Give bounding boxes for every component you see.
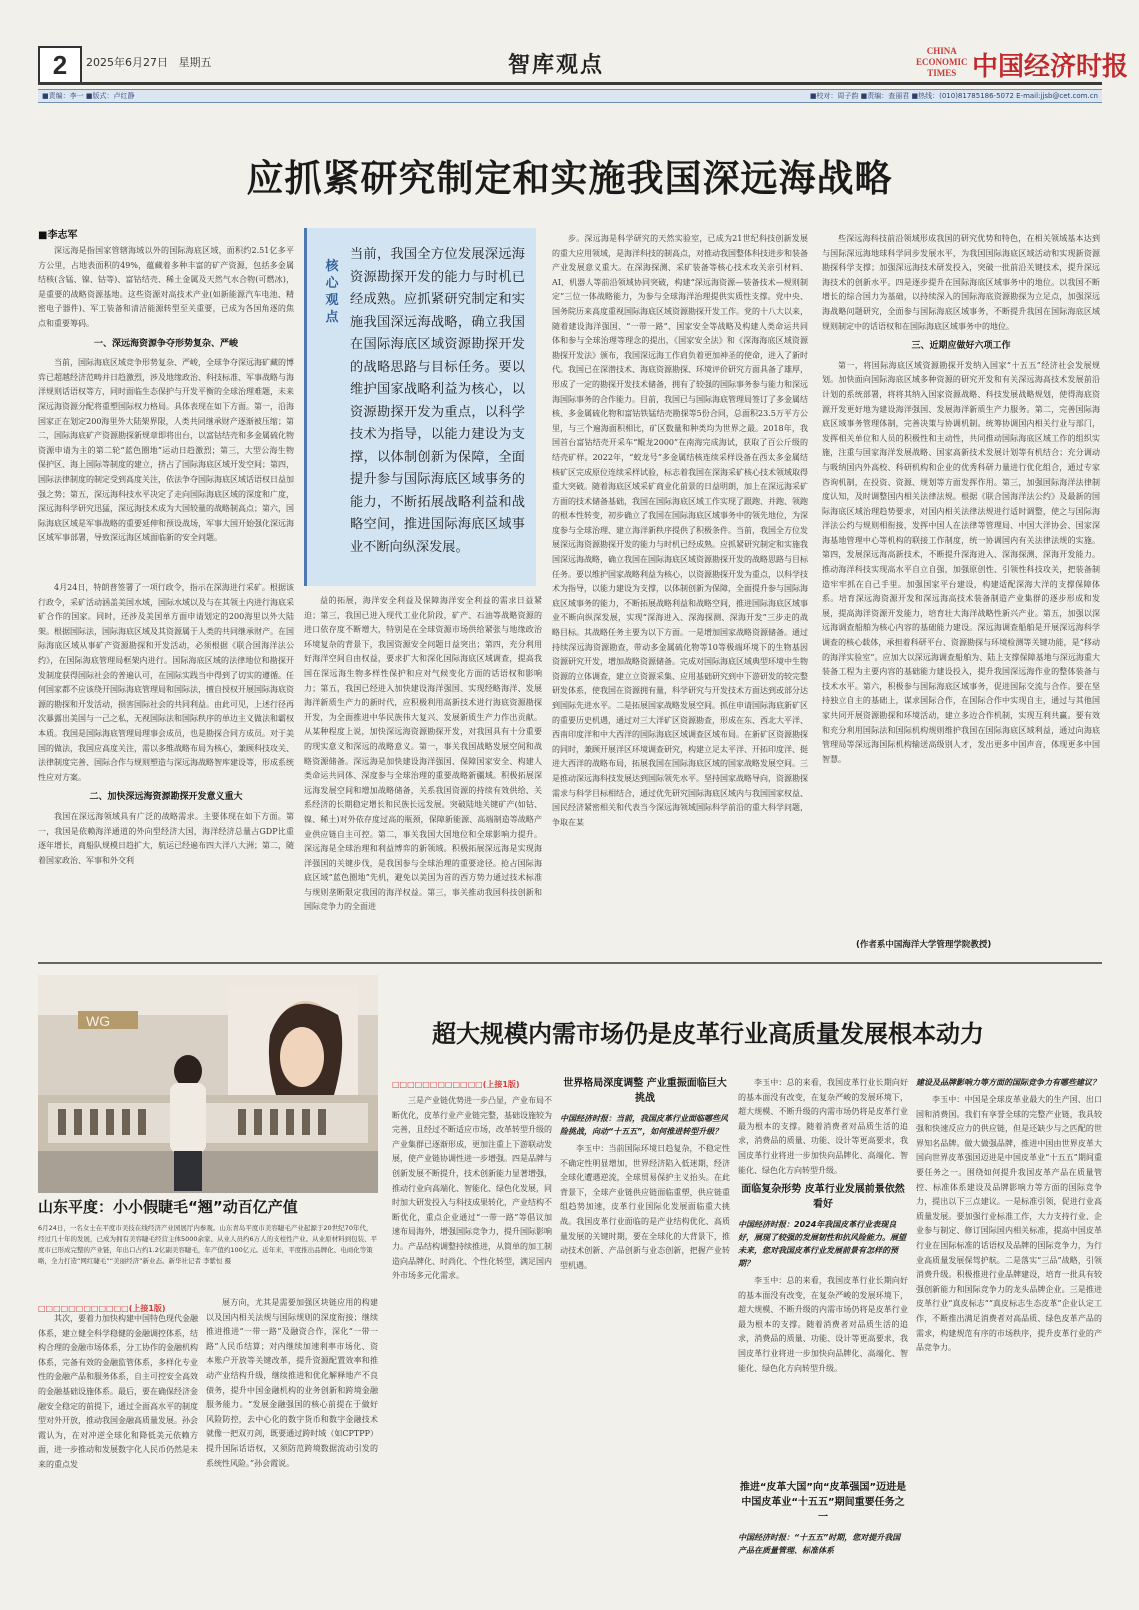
article1-col1 bbox=[38, 244, 294, 580]
article2-headline: 超大规模内需市场仍是皮革行业高质量发展根本动力 bbox=[432, 1019, 984, 1048]
paragraph: 4月24日，特朗普签署了一项行政令，指示在深海进行采矿。根据该行政令，采矿活动涵盖美国水域，国际水域以及与在其领土内进行海底采矿合作的国家。同时，还涉及美国单方面申请划定的200海里以外大陆架。根据国际法，国际海底区域及其资源属于人类的共同继承财产。在国际海底区域从事矿产资源勘探和开发活动，必须根据《联合国海洋法公约》，在国际海底管理局框架内进行。国际海底区域的法律地位和勘探开发制度获得国际社会的普遍认可，在国际实践当中得到了切实的遵循。任何国家都不应该绕开国际海底管理局和国际法，擅自授权开展国际海底资源的勘探和开发活动，损害国际社会的共同利益。由此可见，上述行径再次暴露出美国与一己之私，无视国际法和国际秩序的单边主义做法和霸权本质。我国是国际海底管理局理事会成员，也是勘探合同方成员。对于美国的做法，我国应高度关注，需以多维战略布局为核心，兼顾科技攻关、法律制度完善、国际合作与规则塑造与深远海战略智库建设等，形成系统性应对方案。 bbox=[38, 583, 294, 782]
news-photo bbox=[38, 975, 378, 1193]
date-text: 2025年6月27日 bbox=[86, 56, 168, 69]
section-title: 智库观点 bbox=[508, 53, 605, 78]
paragraph: 当前，国际海底区域竞争形势复杂、严峻，全球争夺深远海矿藏的博弈已超越经济范畴并日趋激烈，涉及地缘政治、科技标准、军事战略与海洋规则话语权等方，同时面临生态保护与开发平衡的全球治理难题，未来深远海资源分配将重塑国际权力格局。具体表现在如下方面。第一，沿海国家正在划定200海里外大陆架界限，人类共同继承财产逐渐被压缩；第二，国际海底矿产资源勘探新规章即将出台，以富钴结壳和多金属硫化物资源申请为主的第二轮“蓝色圈地”运动日趋激烈；第三，大型公海生物保护区、海上国际等制度的建立，挤占了国际海底区域开发空间；第四，国际法律制度的制定受到高度关注，依法争夺国际海底区域话语权日益加强之势；第五，深远海科技水平决定了走向国际海底区域的深度和广度，深远海科学研究迅猛，深远海技术成为大国较量的战略制高点；第六，国际海底区域是军事战略的重要延伸和预设战场，军事大国开始强化深远海区域军事部署，导致深远海区域面临新的安全问题。 bbox=[38, 358, 294, 543]
lower-left-col1 bbox=[38, 1312, 198, 1602]
paragraph: 展方向，尤其是需要加强区块链应用的构建以及国内相关法规与国际规则的深度衔接；继续推进推进“一带一路”及融资合作，深化“一带一路”人民币结算；对内继续加速利率市场化、资本账户开放等关键改革，提升资源配置效率和推动产业结构升级，继续推进和优化解释地产不良债务，提升中国金融机构的业务创新和跨境金融服务能力。“发展金融强国的核心前提在于做好风险防控，去中心化的数字货币和数字金融技术就像一把双刃剑，既要通过跨时域（如CPTPP）提升国际话语权，又须防范跨境数据流动引发的系统性风险。”孙会霞说。 bbox=[206, 1298, 378, 1468]
paragraph: 三是产业链优势进一步凸显，产业布局不断优化，皮革行业产业链完整，基础设施较为完善，且经过不断适应市场，改革转型升级的产业集群已逐渐形成，更加注重上下游联动发展，使产业链协调性进一步增强。四是品牌与创新发展不断提升，技术创新能力显著增强，推动行业向高端化、智能化、绿色化发展，同时加大研发投入与科技成果转化，产业结构不断优化，重点企业通过“一带一路”等倡议加速布局海外，增强国际竞争力，提升国际影响力。产品结构调整持续推进，从简单的加工制造向品牌化、时尚化、个性化转型，满足国内外市场多元化需求。 bbox=[392, 1096, 552, 1281]
article2-colC bbox=[738, 1076, 908, 1557]
interview-question: 建设及品牌影响力等方面的国际竞争力有哪些建议？ bbox=[916, 1078, 1100, 1087]
paragraph: 李玉中：总的来看，我国皮革行业长期向好的基本面没有改变，在复杂严峻的发展环境下，超大规模、不断升级的内需市场仍将是皮革行业最为根本的支撑。随着消费者对品质生活的追求，消费品的质量、功能、设计等更高要求，我国皮革行业将进一步加快向品牌化、高端化、智能化、绿色化方向转型升级。 bbox=[738, 1078, 908, 1175]
interview-question: 中国经济时报：当前，我国皮革行业面临哪些风险挑战，向动“十五五”，如何推进转型升级？ bbox=[560, 1114, 728, 1136]
colC-answer bbox=[738, 1274, 908, 1474]
core-viewpoint-label: 核心观点 bbox=[325, 259, 339, 325]
paragraph: 李玉中：当前国际环境日趋复杂，不稳定性不确定性明显增加，世界经济陷入低迷期，经济全球化遭遇逆流，全球贸易保护主义抬头。在此背景下，全球产业链供应链面临重塑，供应链重组趋势加速，皮革行业国际化发展面临重大挑战。我国皮革行业面临的是产业结构优化、高质量发展的关键时期，要在全球化的大背景下，推动技术创新、产品创新与业态创新，把握产业转型机遇。 bbox=[560, 1144, 730, 1270]
brand-en-line: ECONOMIC bbox=[916, 57, 968, 67]
paragraph: 其次，要着力加快构建中国特色现代金融体系，建立健全科学稳健的金融调控体系，结构合理的金融市场体系，分工协作的金融机构体系，完备有效的金融监管体系，多样化专业性的金融产品和服务体系，自主可控安全高效的金融基础设施体系。最后，要在确保经济金融安全稳定的前提下，通过全面高水平的制度型对外开放，推动我国金融高质量发展。孙会霞认为，在对冲逆全球化和降低美元依赖方面，进一步推动和发展数字化人民币仍然是未来的重点发 bbox=[38, 1314, 198, 1469]
masthead-rule bbox=[38, 82, 1102, 85]
continued-label: □□□□□□□□□□□□(上接1版) bbox=[392, 1080, 520, 1089]
brand-en-line: CHINA bbox=[926, 46, 957, 56]
info-right: ■校对：周子韵 ■责编：查丽君 ■热线：(010)81785186-5072 E-mail:jjsb@cet.com.cn bbox=[809, 92, 1098, 100]
brand-en-line: TIMES bbox=[927, 68, 957, 78]
article-divider bbox=[38, 962, 1102, 964]
article1-headline: 应抓紧研究制定和实施我国深远海战略 bbox=[246, 156, 893, 200]
photo-illustration bbox=[38, 975, 378, 1193]
photo-caption: 6月24日，一名女士在平度市美技在线经济产业园展厅内参观。山东青岛平度市美容睫毛产业起源于20世纪70年代，经过几十年的发展，已成为拥有美容睫毛经营主体5000余家、从业人员约6万人的支柱性产业。从业原材料到包装、平度市已形成完整的产业链，年出口占约1.2亿副美容睫毛，年产值约100亿元。近年来，平度推出品牌化、电商化等策略，全力打造“网红睫毛”“美丽经济”新业态。新华社记者 李紫恒 摄 bbox=[38, 1224, 378, 1265]
section-heading: 一、深远海资源争夺形势复杂、严峻 bbox=[93, 338, 238, 349]
paragraph: 些深远海科技前沿领域形成我国的研究优势和特色，在相关领域基本达到与国际深远海地球科学同步发展水平，为我国国际海底区域活动和实现新资源勘探科学支撑；加强深远海技术研发投入，突破一批前沿关键技术，提升深远海技术的创新水平。四是逐步提升在国际海底区域事务中的地位。以我国不断增长的综合国力为基础，以持续深入的国际海底资源勘探为立足点，加强深远海战略问题研究，全面参与国际海底区域事务，不断提升我国在国际海底区域规则制定中的话语权和在国际海底区域事务中的地位。 bbox=[822, 234, 1100, 331]
article1-col1-lower bbox=[38, 581, 294, 947]
colC-intro bbox=[738, 1076, 908, 1176]
interview-answer-wrap bbox=[560, 1142, 730, 1582]
article1-author: ■李志军 bbox=[38, 230, 78, 241]
info-bar bbox=[38, 89, 1102, 103]
continued-label: □□□□□□□□□□□□(上接1版) bbox=[38, 1304, 166, 1313]
interview-question: 中国经济时报：2024年我国皮革行业表现良好，展现了较强的发展韧性和抗风险能力。展望未来，您对我国皮革行业发展前景有怎样的预期？ bbox=[738, 1220, 906, 1268]
article2-colA bbox=[392, 1094, 552, 1602]
paragraph: 步。深远海是科学研究的天然实验室，已成为21世纪科技创新发展的重大应用领域，是海洋科技的制高点，对推动我国整体科技进步和装备产业发展意义重大。在深海探测、采矿装备等核心技术攻关亲引材料、AI、机器人等前沿领域协同突破，构建“深远海资源—装备技术—规则制定”三位一体战略能力，为参与全球海洋治理提供实质性支撑。党中央、国务院历来高度重视国际海底区域资源勘探开发工作。党的十八大以来，随着建设海洋强国、“一带一路”、国家安全等战略及构建人类命运共同体和参与全球治理等理念的提出，《国家安全法》和《深海海底区域资源勘探开发法》颁布，我国深远海工作肩负着更加神圣的使命，进入了新时代。我国已在深潜技术、海底资源勘探、环境评价研究方面具备了雄厚，形成了一定的勘探开发技术储备，拥有了较强的国际事务参与能力和深远海国际事务的合作能力。目前，我国已与国际海底管理局签订了多金属结核、多金属硫化物和富钴铁锰结壳勘探等5份合同，总面积23.5万平方公里，与三个遍海面积相比，矿区数量和种类均为世界之最。2018年，我国首台富钴结壳开采车“鲲龙2000”在南海完成海试，获取了百公斤级的结壳矿样。2022年，“蛟龙号”多金属结核连续采样设备在西太多金属结核矿区完成原位连续采样试验，标志着我国在深海采矿核心技术领域取得重大突破。随着海底区域采矿商业化前景的日益明朗，加上在深远海采矿方面的技术储备基础，我国在国际海底区域工作实现了跟跑、并跑、领跑的根本性转变，初步确立了我国在国际海底区域事务中的领先地位，为深度参与全球治理、建立海洋新秩序提供了积极条件。当前，我国全方位发展深远海资源勘探开发的能力与时机已经成熟。应抓紧研究制定和实施我国深远海战略，确立我国在国际海底区域资源勘探开发的战略思路与目标任务。要以维护国家战略利益为核心，以资源勘探开发为重点，以科学技术为指导，以能力建设为支撑，以体制创新为保障，全面提升参与国际海底区域事务的能力，不断拓展战略利益和战略空间，推进国际海底区域事业不断向纵深发展，实现“深海进入、深海探测、深海开发”三步走的战略目标。其战略任务主要为以下方面。一是增加国家战略资源储备。通过持续深远海资源勘查，带动多金属硫化物等10等极端环境下的生物基因资源研究开发，增加战略资源储备。完成对国际海底区域典型环境中生物资源的立体调查，建立立资源采集、应用基础研究到中下游研发的较完整研发体系，使我国在资源拥有量，科学研究与开发技术方面达到或部分达到国际先进水平。二是拓展国家战略发展空间。抓住申请国际海底新矿区的重要历史机遇，通过对三大洋矿区资源勘查，形成在东、西北大平洋、西南印度洋和中大西洋的国际海底区域调查区域布局。在新矿区资源勘探的同时，兼顾开展洋区环境调查研究，构建立足太平洋、开拓印度洋、挺进大西洋的战略布局，拓展我国在国际海底区域的国家战略发展空间。三是推动深远海科技发展达到国际领先水平。坚持国家战略导向，资源勘探需求与科学目标相结合，通过优先研究国际海底区域内与我国国家权益、国民经济紧密相关和代表当今深远海领域国际科学前沿的重大科学问题，争取在某 bbox=[552, 234, 808, 827]
page-number: 2 bbox=[38, 46, 82, 84]
section-heading: 二、加快深远海资源勘探开发意义重大 bbox=[89, 792, 243, 803]
issue-date bbox=[86, 54, 212, 70]
brand-en-logo bbox=[916, 46, 968, 79]
weekday-text: 星期五 bbox=[178, 56, 212, 69]
subheading: 世界格局深度调整 产业重振面临巨大挑战 bbox=[563, 1078, 727, 1104]
core-viewpoint-text: 当前，我国全方位发展深远海资源勘探开发的能力与时机已经成熟。应抓紧研究制定和实施我国深远海战略，确立我国在国际海底区域资源勘探开发的战略思路与目标任务。要以维护国家战略利益为核心，以资源勘探开发为重点，以科学技术为指导，以能力建设为支撑，以体制创新为保障，全面提升参与国际海底区域事务的能力，不断拓展战略利益和战略空间，推进国际海底区域事业不断向纵深发展。 bbox=[350, 247, 525, 555]
paragraph: 李玉中：总的来看，我国皮革行业长期向好的基本面没有改变，在复杂严峻的发展环境下，超大规模、不断升级的内需市场仍将是皮革行业最为根本的支撑。随着消费者对品质生活的追求，消费品的质量、功能、设计等更高要求，我国皮革行业将进一步加快向品牌化、高端化、智能化、绿色化方向转型升级。 bbox=[738, 1276, 908, 1373]
lower-left-col2 bbox=[206, 1296, 378, 1602]
article2-colD bbox=[916, 1076, 1102, 1583]
subheading: 面临复杂形势 皮革行业发展前景依然看好 bbox=[741, 1184, 905, 1210]
brand-cn-logo: 中国经济时报 bbox=[972, 52, 1129, 82]
paragraph: 我国在深远海领域具有广泛的战略需求。主要体现在如下方面。第一，我国是依赖海洋通道的外向型经济大国，海洋经济总量占GDP比重逐年增长，商船队规模日趋扩大，航运已经遍布四大洋八大洲；第二，随着国家政治、军事和外交利 bbox=[38, 811, 294, 865]
shop-sign: WG bbox=[86, 1013, 111, 1029]
subheading: 推进“皮革大国”向“皮革强国”迈进是中国皮革业“十五五”期间重要任务之一 bbox=[739, 1482, 907, 1523]
article2-colB bbox=[560, 1076, 730, 1582]
colD-answer bbox=[916, 1093, 1102, 1583]
article1-col2 bbox=[304, 594, 542, 946]
interview-question: 中国经济时报：“十五五”时期，您对提升我国产品在质量管理、标准体系 bbox=[738, 1533, 901, 1555]
paragraph: 深远海是指国家管辖海域以外的国际海底区域，面积约2.51亿多平方公里，占地表面积的49%，蕴藏着多种丰富的矿产资源，包括多金属结核(含锰、镍、钴等)、富钴结壳、稀土金属及天然气水合物(可燃冰)，是重要的战略资源基地。这些资源对高技术产业(如新能源汽车电池、精密电子器件)、军工装备和清洁能源转型至关重要，已成为各国角逐的焦点和重要筹码。 bbox=[38, 246, 294, 328]
paragraph: 李玉中：中国是全球皮革业最大的生产国、出口国和消费国。我们有享誉全球的完整产业链，我具较强和快速反应力的供应链，但是还缺少与之匹配的世界知名品牌。做大做强品牌，推进中国由世界皮革大国向世界皮革强国迈进是中国皮革业“十五五”期间重要任务之一。围绕如何提升我国皮革产品在质量管控、标准体系建设及品牌影响力等方面的国际竞争力，提出以下三点建议。一是标准引领，促进行业高质量发展。要加强行业标准工作，大力支持行业、企业参与制定、修订国际国内相关标准，提高中国皮革行业在国际标准的话语权及品牌的国际竞争力，为行业高质量发展保驾护航。二是落实“三品”战略，引领消费升级。积极推进行业品牌建设，培育一批具有较强创新能力和国际竞争力的龙头品牌企业。三是推进皮革行业“真皮标志”“真皮标志生态皮革”企业认定工作，不断推出满足消费者对高品质、绿色皮革产品的需求，构建规范有序的市场秩序，提升皮革行业的产品竞争力。 bbox=[916, 1095, 1102, 1353]
paragraph: 益的拓展，海洋安全利益及保障海洋安全利益的需求日益紧迫；第三，我国已进入现代工业化阶段，矿产、石油等战略资源的进口依存度不断增大，特别是在全球资源市场供给紧张与地缘政治环境复杂的背景下，我国资源安全问题日益突出；第四，充分利用好海洋空间自由权益，要求扩大和深化国际海底区域调查，提高我国在深远海生物多样性保护和应对气候变化方面的话语权和影响力；第五，我国已经进入加快建设海洋强国、实现经略海洋、发展海洋新质生产力的新时代，应积极利用高新技术进行海底资源勘探开发，为全面推进中华民族伟大复兴、发展新质生产力作出贡献。从某种程度上说，加快深远海资源勘探开发，对我国具有十分重要的现实意义和深远的战略意义。第一，事关我国战略发展空间和战略资源储备。深远海是加快建设海洋强国、保障国家安全、构建人类命运共同体、深度参与全球治理的重要战略新疆域。积极拓展深远海发展空间和增加战略储备，关系我国资源的持续有效供给、关系经济的长期稳定增长和民族长远发展。突破陆地关键矿产(如钴、镍、稀土)对外依存度过高的瓶颈，保障新能源、高端制造等战略产业供应链自主可控。第二，事关我国大国地位和全球影响力提升。深远海是全球治理和利益博弈的新领域。积极拓展深远海是实现海洋强国的关键步伐，是我国参与全球治理的重要途径。抢占国际海底区域“蓝色圈地”先机，避免以美国为首的西方势力通过技术标准与规则垄断限定我国的海洋权益。第三，事关推动我国科技创新和国际竞争力的全面进 bbox=[304, 596, 542, 912]
info-left: ■责编：李一 ■版式：卢红静 bbox=[42, 92, 135, 100]
photo-title: 山东平度：小小假睫毛“翘”动百亿产值 bbox=[38, 1198, 298, 1216]
article1-col4 bbox=[822, 232, 1100, 932]
section-heading: 三、近期应做好六项工作 bbox=[911, 341, 1011, 352]
author-signoff: (作者系中国海洋大学管理学院教授) bbox=[856, 940, 992, 950]
article1-col3 bbox=[552, 232, 808, 948]
paragraph: 第一，将国际海底区域资源勘探开发纳入国家“十五五”经济社会发展规划。加快面向国际海底区域多种资源的研究开发和有关深远海高技术发展前沿计划的系统部署，将将其纳入国家资源战略、科技发展战略规划，使得海底资源开发更好地为建设海洋强国、发展海洋新质生产力服务。第二，完善国际海底区域事务管理体制，完善决策与协调机制。统筹协调国内相关行业与部门，发挥相关单位和人员的积极性和主动性，共同推动国际海底区域工作的组织实施，注重与国家海洋发展战略、国家高新技术发展计划等有机结合；充分调动与吸纳国内外高校、科研机构和企业的优秀科研力量进行优化组合，通过专家咨询机制，在投资、资源、规划等方面发挥作用。第三，加强国际海洋法律制度认知，及时调整国内相关法律法规。根据《联合国海洋法公约》及最新的国际海底区域治理趋势要求，对国内相关法律法规进行适时调整，使之与国际海洋法公约与规则相衔接，发挥中国人在法律等管理局、中国大洋协会、国家深海基地管理中心等机构的联接工作制度，统一协调国内有关法律法规的实施。第四，发展深远海高新技术，不断提升深海进入、深海探测、深海开发能力。推动海洋科技实现高水平自立自强，加强原创性、引领性科技攻关，把装备制造牢牢抓在自己手里。加强国家平台建设，构建适配深海大洋的支撑保障体系。培育深远海资源开发和深远海高技术装备制造产业集群的逐步形成和发展，提高海洋资源开发能力，培育壮大海洋战略性新兴产业。第五，加强以深远海调查船舶为核心内容的基础能力建设。深远海调查船舶是开展深远海科学调查的核心载体，承担着科研平台、资源勘探与环境检测等关键功能，是“移动的海洋实验室”。应加大以深远海调查船舶为、陆上支撑保障基地与深远海重大装备工程为主要内容的基础能力建设投入，提升我国深远海作业的整体装备与技术水平。第六，积极参与国际海底区域事务，促进国际交流与合作。要在坚持独立自主的基础上，谋求国际合作，在国际合作中实现自主，通过与其他国家共同开展资源勘探和环境活动，建立多边合作机制，实现互利共赢。要有效和充分利用国际法和国际机构规则维护我国在国际海底区域利益，通过向海底管理局等深远海国际机构输送高级别人才，发出更多中国声音，体现更多中国智慧。 bbox=[822, 360, 1100, 764]
article2-label-wrap bbox=[392, 1072, 520, 1091]
